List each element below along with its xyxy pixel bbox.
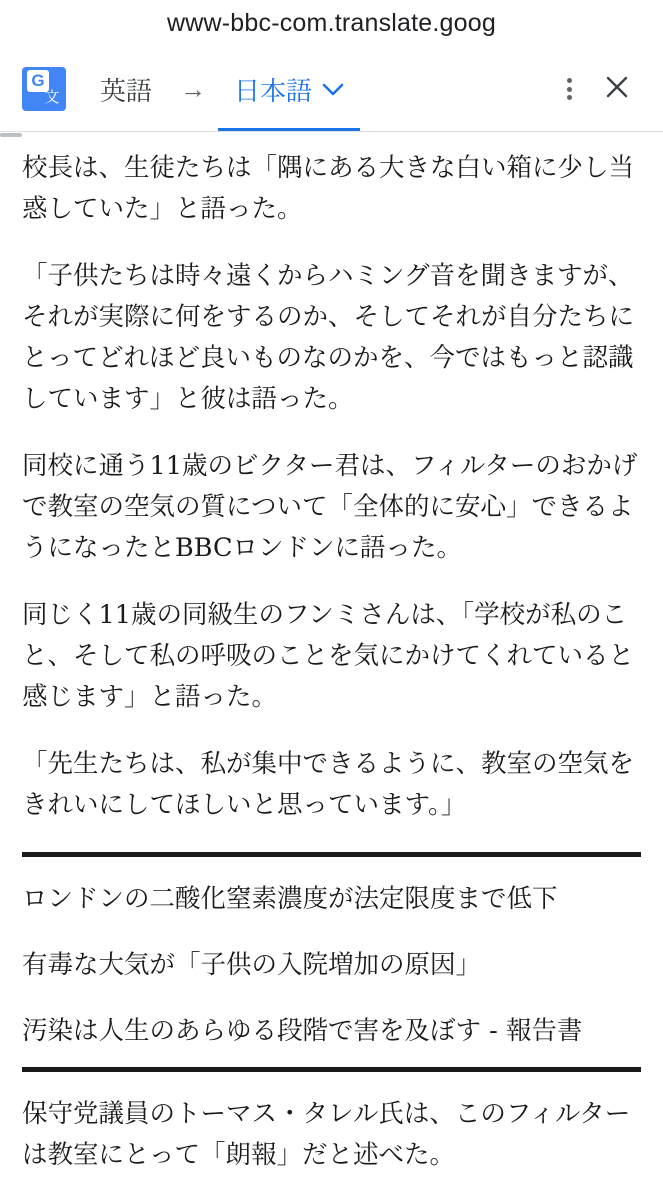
divider-bottom — [22, 1067, 641, 1072]
article-paragraph: 同校に通う11歳のビクター君は、フィルターのおかげで教室の空気の質について「全体的に安心」できるようになったとBBCロンドンに語った。 — [22, 451, 638, 563]
source-language-tab[interactable]: 英語 — [100, 75, 153, 106]
scrollbar-thumb[interactable] — [0, 133, 22, 137]
arrow-right-icon: → — [180, 73, 207, 104]
related-link[interactable]: 汚染は人生のあらゆる段階で害を及ぼす - 報告書 — [22, 1016, 583, 1046]
article-paragraph: 「先生たちは、私が集中できるように、教室の空気をきれいにしてほしいと思っています。」 — [22, 749, 635, 820]
article-body — [0, 138, 663, 1176]
related-link[interactable]: 有毒な大気が「子供の入院増加の原因」 — [22, 950, 482, 980]
article-paragraph: 同じく11歳の同級生のフンミさんは、「学校が私のこと、そして私の呼吸のことを気にかけてくれていると感じます」と語った。 — [22, 600, 635, 712]
browser-url-bar[interactable] — [0, 0, 663, 46]
more-vert-icon — [567, 78, 572, 100]
article-paragraph: 「子供たちは時々遠くからハミング音を聞きますが、それが実際に何をするのか、そしてそれが自分たちにとってどれほど良いものなのかを、今ではもっと認識しています」と彼は語った。 — [22, 261, 635, 414]
close-icon — [602, 72, 632, 107]
target-language-tab[interactable] — [234, 46, 344, 132]
chevron-down-icon — [322, 82, 344, 100]
google-translate-icon — [22, 67, 66, 111]
close-translate-button[interactable] — [593, 65, 641, 113]
related-link[interactable]: ロンドンの二酸化窒素濃度が法定限度まで低下 — [22, 884, 558, 914]
article-paragraph: 保守党議員のトーマス・タレル氏は、このフィルターは教室にとって「朗報」だと述べた。 — [22, 1099, 631, 1170]
google-translate-toolbar — [0, 46, 663, 132]
url-text[interactable]: www-bbc-com.translate.goog — [167, 8, 496, 37]
overflow-menu-button[interactable] — [545, 65, 593, 113]
related-links-list — [22, 879, 641, 1051]
divider-top — [22, 852, 641, 857]
translate-logo-char: 文 — [44, 89, 60, 106]
page-scrollbar[interactable] — [0, 132, 663, 138]
article-paragraph: 校長は、生徒たちは「隅にある大きな白い箱に少し当惑していた」と語った。 — [22, 153, 635, 224]
translate-logo-g: G — [27, 70, 49, 92]
target-language-label: 日本語 — [234, 75, 313, 106]
